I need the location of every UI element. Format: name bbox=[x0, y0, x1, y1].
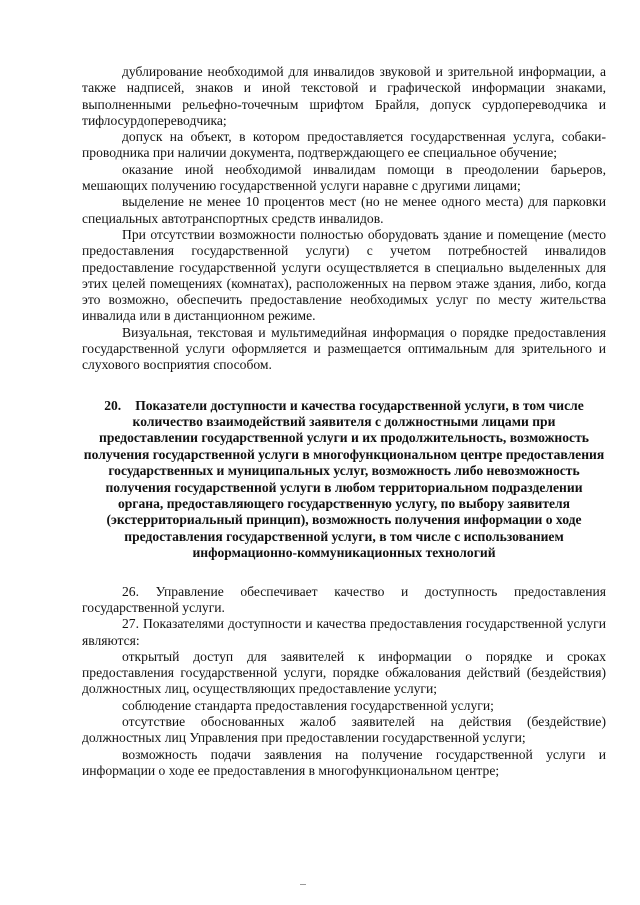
paragraph-guide-dog: допуск на объект, в котором предоставляется государственная услуга, собаки-проводника при наличии документа, подтверждающего ее специальное обучение; bbox=[82, 129, 606, 161]
paragraph-standard: соблюдение стандарта предоставления государственной услуги; bbox=[122, 697, 494, 713]
document-page bbox=[82, 64, 606, 779]
paragraph-assistance: оказание иной необходимой инвалидам помощи в преодолении барьеров, мешающих получению государственной услуги наравне с другими лицами; bbox=[82, 161, 606, 194]
paragraph-no-equipment: При отсутствии возможности полностью оборудовать здание и помещение (место предоставления государственной услуги) с учетом потребностей инвалидов предоставление государственной услуги осуществляется в специально выделенных для этих целей помещениях (комнатах), расположенных на первом этаже здания, либо, когда это возможно, обеспечить предоставление необходимых услуг по месту жительства инвалида или в дистанционном режиме. bbox=[82, 226, 606, 324]
section-heading bbox=[82, 398, 606, 562]
paragraph-26: 26. Управление обеспечивает качество и доступность предоставления государственной услуги. bbox=[82, 583, 606, 615]
paragraph-open-access: открытый доступ для заявителей к информации о порядке и сроках предоставления государственной услуги, порядке обжалования действий (бездействия) должностных лиц, осуществляющих предоставление услуги; bbox=[82, 648, 606, 697]
section-number: 20. bbox=[104, 397, 122, 413]
paragraph-braille: дублирование необходимой для инвалидов звуковой и зрительной информации, а также надписей, знаков и иной текстовой и графической информации знаками, выполненными рельефно-точечным шрифтом Брайля, допуск сурдопереводчика и тифлосурдопереводчика; bbox=[82, 64, 606, 128]
paragraph-27: 27. Показателями доступности и качества предоставления государственной услуги являются: bbox=[82, 616, 606, 648]
paragraph-parking: выделение не менее 10 процентов мест (но не менее одного места) для парковки специальных автотранспортных средств инвалидов. bbox=[82, 194, 606, 226]
page-footer-mark bbox=[300, 884, 306, 885]
paragraph-no-complaints: отсутствие обоснованных жалоб заявителей на действия (бездействие) должностных лиц Управления при предоставлении государственной услуги; bbox=[82, 714, 606, 746]
paragraph-mfc: возможность подачи заявления на получение государственной услуги и информации о ходе ее предоставления в многофункциональном центре; bbox=[82, 746, 606, 778]
section-title: Показатели доступности и качества государственной услуги, в том числе количество взаимодействий заявителя с должностными лицами при предоставлении государственной услуги и их продолжительность, возможность получения государственной услуги в многофункциональном центре предоставления государственных и муниципальных услуг, возможность либо невозможность получения государственной услуги в любом территориальном подразделении органа, предоставляющего государственную услугу, по выбору заявителя (экстерриториальный принцип), возможность получения информации о ходе предоставления государственной услуги, в том числе с использованием информационно-коммуникационных технологий bbox=[83, 397, 605, 561]
spacer bbox=[82, 562, 606, 584]
paragraph-visual-info: Визуальная, текстовая и мультимедийная информация о порядке предоставления государственной услуги оформляется и размещается оптимальным для зрительного и слухового восприятия способом. bbox=[82, 324, 606, 373]
